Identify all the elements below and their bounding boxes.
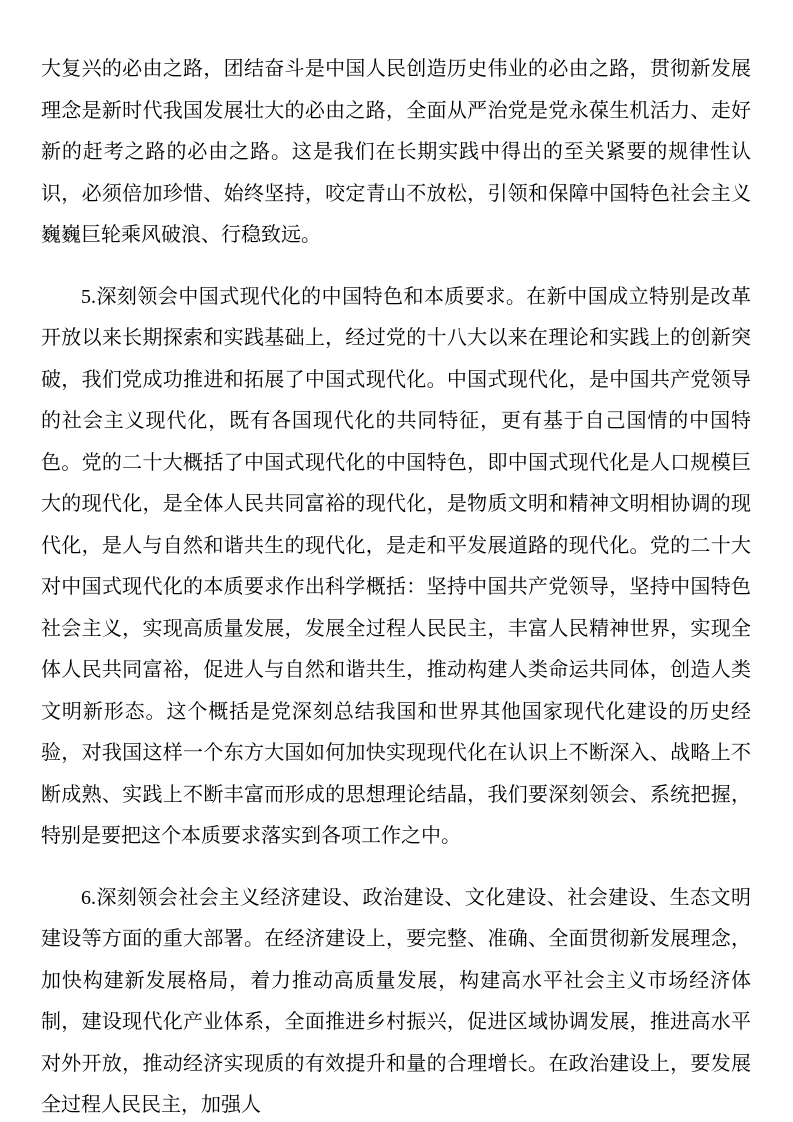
document-body xyxy=(41,49,751,1122)
paragraph-continuation: 大复兴的必由之路，团结奋斗是中国人民创造历史伟业的必由之路，贯彻新发展理念是新时代我国发展壮大的必由之路，全面从严治党是党永葆生机活力、走好新的赶考之路的必由之路。这是我们在长期实践中得出的至关紧要的规律性认识，必须倍加珍惜、始终坚持，咬定青山不放松，引领和保障中国特色社会主义巍巍巨轮乘风破浪、行稳致远。 xyxy=(41,58,751,246)
paragraph-point-6: 6.深刻领会社会主义经济建设、政治建设、文化建设、社会建设、生态文明建设等方面的重大部署。在经济建设上，要完整、准确、全面贯彻新发展理念，加快构建新发展格局，着力推动高质量发展，构建高水平社会主义市场经济体制，建设现代化产业体系，全面推进乡村振兴，促进区域协调发展，推进高水平对外开放，推动经济实现质的有效提升和量的合理增长。在政治建设上，要发展全过程人民民主，加强人 xyxy=(41,886,751,1116)
paragraph-point-5: 5.深刻领会中国式现代化的中国特色和本质要求。在新中国成立特别是改革开放以来长期探索和实践基础上，经过党的十八大以来在理论和实践上的创新突破，我们党成功推进和拓展了中国式现代化。中国式现代化，是中国共产党领导的社会主义现代化，既有各国现代化的共同特征，更有基于自己国情的中国特色。党的二十大概括了中国式现代化的中国特色，即中国式现代化是人口规模巨大的现代化，是全体人民共同富裕的现代化，是物质文明和精神文明相协调的现代化，是人与自然和谐共生的现代化，是走和平发展道路的现代化。党的二十大对中国式现代化的本质要求作出科学概括：坚持中国共产党领导，坚持中国特色社会主义，实现高质量发展，发展全过程人民民主，丰富人民精神世界，实现全体人民共同富裕，促进人与自然和谐共生，推动构建人类命运共同体，创造人类文明新形态。这个概括是党深刻总结我国和世界其他国家现代化建设的历史经验，对我国这样一个东方大国如何加快实现现代化在认识上不断深入、战略上不断成熟、实践上不断丰富而形成的思想理论结晶，我们要深刻领会、系统把握，特别是要把这个本质要求落实到各项工作之中。 xyxy=(41,285,751,847)
